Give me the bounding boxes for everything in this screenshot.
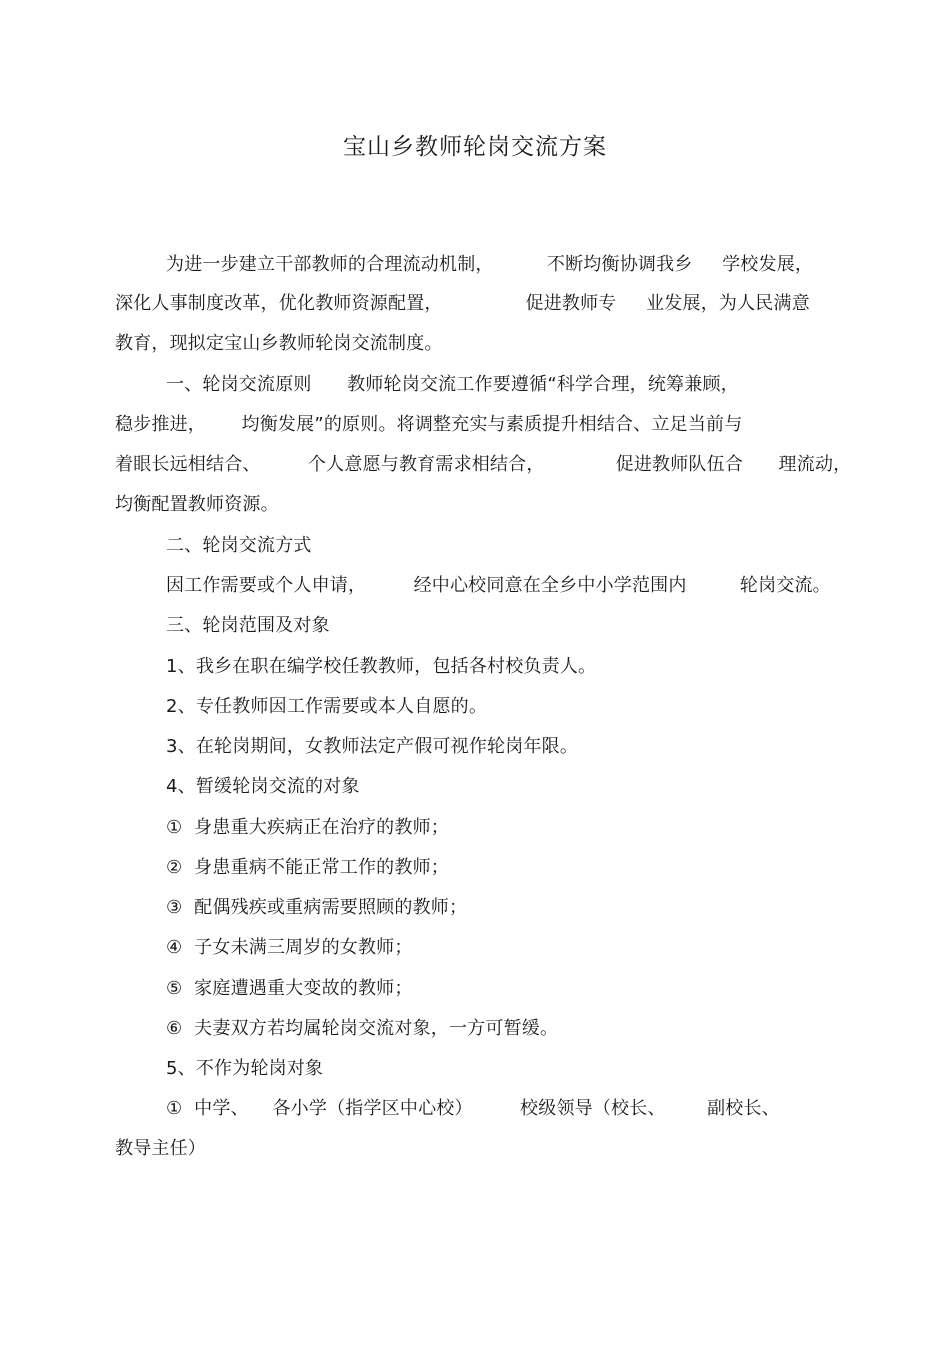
section-heading-method: 二、轮岗交流方式 <box>166 535 312 556</box>
list-item: 2、专任教师因工作需要或本人自愿的。 <box>166 696 488 717</box>
sub-list-item: ⑤ 家庭遭遇重大变故的教师； <box>166 978 413 999</box>
sub-list-item: ④ 子女未满三周岁的女教师； <box>166 937 413 958</box>
paragraph-line: 着眼长远相结合、 个人意愿与教育需求相结合， 促进教师队伍合 理流动， <box>115 454 852 475</box>
list-item: 3、在轮岗期间，女教师法定产假可视作轮岗年限。 <box>166 736 579 757</box>
paragraph-line: 教导主任） <box>115 1138 206 1159</box>
list-item: 4、暂缓轮岗交流的对象 <box>166 776 360 797</box>
sub-list-item: ② 身患重病不能正常工作的教师； <box>166 857 449 878</box>
paragraph-line: 因工作需要或个人申请， 经中心校同意在全乡中小学范围内 轮岗交流。 <box>166 575 831 596</box>
paragraph-line: 均衡配置教师资源。 <box>115 494 279 515</box>
list-item: 5、不作为轮岗对象 <box>166 1058 324 1079</box>
document-title: 宝山乡教师轮岗交流方案 <box>343 134 607 160</box>
sub-list-item: ① 身患重大疾病正在治疗的教师； <box>166 817 449 838</box>
section-heading-principles: 一、轮岗交流原则 教师轮岗交流工作要遵循“科学合理，统筹兼顾， <box>166 374 739 395</box>
sub-list-item: ⑥ 夫妻双方若均属轮岗交流对象，一方可暂缓。 <box>166 1018 559 1039</box>
paragraph-line: 深化人事制度改革，优化教师资源配置， 促进教师专 业发展，为人民满意 <box>115 293 810 314</box>
sub-list-item: ① 中学、 各小学（指学区中心校） 校级领导（校长、 副校长、 <box>166 1098 780 1119</box>
sub-list-item: ③ 配偶残疾或重病需要照顾的教师； <box>166 897 468 918</box>
paragraph-line: 稳步推进， 均衡发展”的原则。将调整充实与素质提升相结合、立足当前与 <box>115 414 743 435</box>
section-heading-scope: 三、轮岗范围及对象 <box>166 615 330 636</box>
paragraph-line: 教育，现拟定宝山乡教师轮岗交流制度。 <box>115 333 443 354</box>
list-item: 1、我乡在职在编学校任教教师，包括各村校负责人。 <box>166 656 597 677</box>
paragraph-line: 为进一步建立干部教师的合理流动机制， 不断均衡协调我乡 学校发展， <box>166 254 814 275</box>
